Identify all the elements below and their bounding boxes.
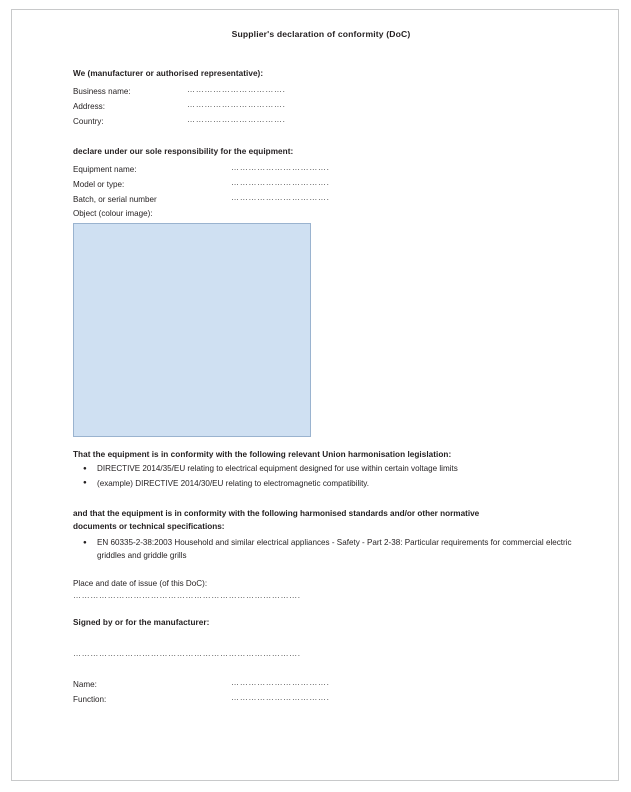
dotted-line: ……………………………. [231, 177, 330, 187]
field-value[interactable] [187, 115, 295, 130]
list-item: ● DIRECTIVE 2014/35/EU relating to electrical equipment designed for use within certain voltage limits [97, 463, 583, 475]
field-row [73, 115, 295, 130]
field-value[interactable] [231, 178, 349, 193]
standards-list [73, 537, 583, 561]
dotted-line: ……………………………. [231, 693, 330, 703]
spacer [73, 39, 583, 69]
field-value[interactable] [187, 85, 295, 100]
manufacturer-fields [73, 85, 295, 131]
spacer [73, 564, 583, 579]
document-content [11, 9, 619, 781]
field-row [73, 100, 295, 115]
field-value[interactable] [231, 193, 349, 208]
standards-heading: and that the equipment is in conformity with the following harmonised standards and/or other normative documents or technical specifications: [73, 508, 480, 531]
field-row [73, 193, 349, 208]
field-row [73, 178, 349, 193]
signature-dotted-line[interactable]: ……………………………………………………………………. [73, 649, 301, 659]
field-label: Equipment name: [73, 164, 137, 174]
place-date-label: Place and date of issue (of this DoC): [73, 579, 208, 589]
legislation-heading: That the equipment is in conformity with the following relevant Union harmonisation legislation: [73, 450, 452, 460]
field-label: Model or type: [73, 179, 125, 189]
dotted-line: ……………………………. [231, 162, 330, 172]
page-title: Supplier's declaration of conformity (DoC) [231, 29, 411, 39]
spacer [73, 493, 583, 507]
legislation-list [73, 463, 583, 490]
field-label: Batch, or serial number [73, 194, 157, 204]
dotted-line: ……………………………. [187, 115, 286, 125]
dotted-line: ……………………………. [231, 192, 330, 202]
field-value[interactable] [231, 678, 349, 693]
spacer [73, 437, 583, 450]
place-date-dotted-line[interactable]: ……………………………………………………………………. [73, 591, 301, 601]
field-label: Function: [73, 695, 107, 705]
field-value[interactable] [231, 693, 349, 708]
field-row [73, 163, 349, 178]
dotted-line: ……………………………. [187, 100, 286, 110]
object-image-placeholder[interactable] [73, 223, 311, 437]
spacer [73, 131, 583, 147]
dotted-line: ……………………………. [231, 678, 330, 688]
equipment-heading: declare under our sole responsibility for the equipment: [73, 146, 294, 156]
list-item: ● EN 60335-2-38:2003 Household and similar electrical appliances - Safety - Part 2-38: Particular requirements for commercial electric griddles and griddle grills [97, 537, 583, 561]
field-row [73, 678, 349, 693]
field-label: Country: [73, 117, 104, 127]
equipment-fields [73, 163, 349, 209]
field-value[interactable] [231, 163, 349, 178]
field-value[interactable] [187, 100, 295, 115]
signature-fields [73, 678, 349, 708]
object-image-label: Object (colour image): [73, 209, 153, 219]
spacer [73, 627, 583, 649]
spacer [73, 658, 583, 671]
dotted-line: ……………………………. [187, 85, 286, 94]
field-row [73, 693, 349, 708]
field-row [73, 85, 295, 100]
manufacturer-heading: We (manufacturer or authorised representative): [73, 69, 264, 78]
list-item: ● (example) DIRECTIVE 2014/30/EU relating to electromagnetic compatibility. [97, 478, 583, 490]
field-label: Business name: [73, 87, 131, 96]
field-label: Address: [73, 102, 105, 112]
spacer [73, 600, 583, 618]
field-label: Name: [73, 680, 97, 690]
signed-by-label: Signed by or for the manufacturer: [73, 618, 210, 628]
